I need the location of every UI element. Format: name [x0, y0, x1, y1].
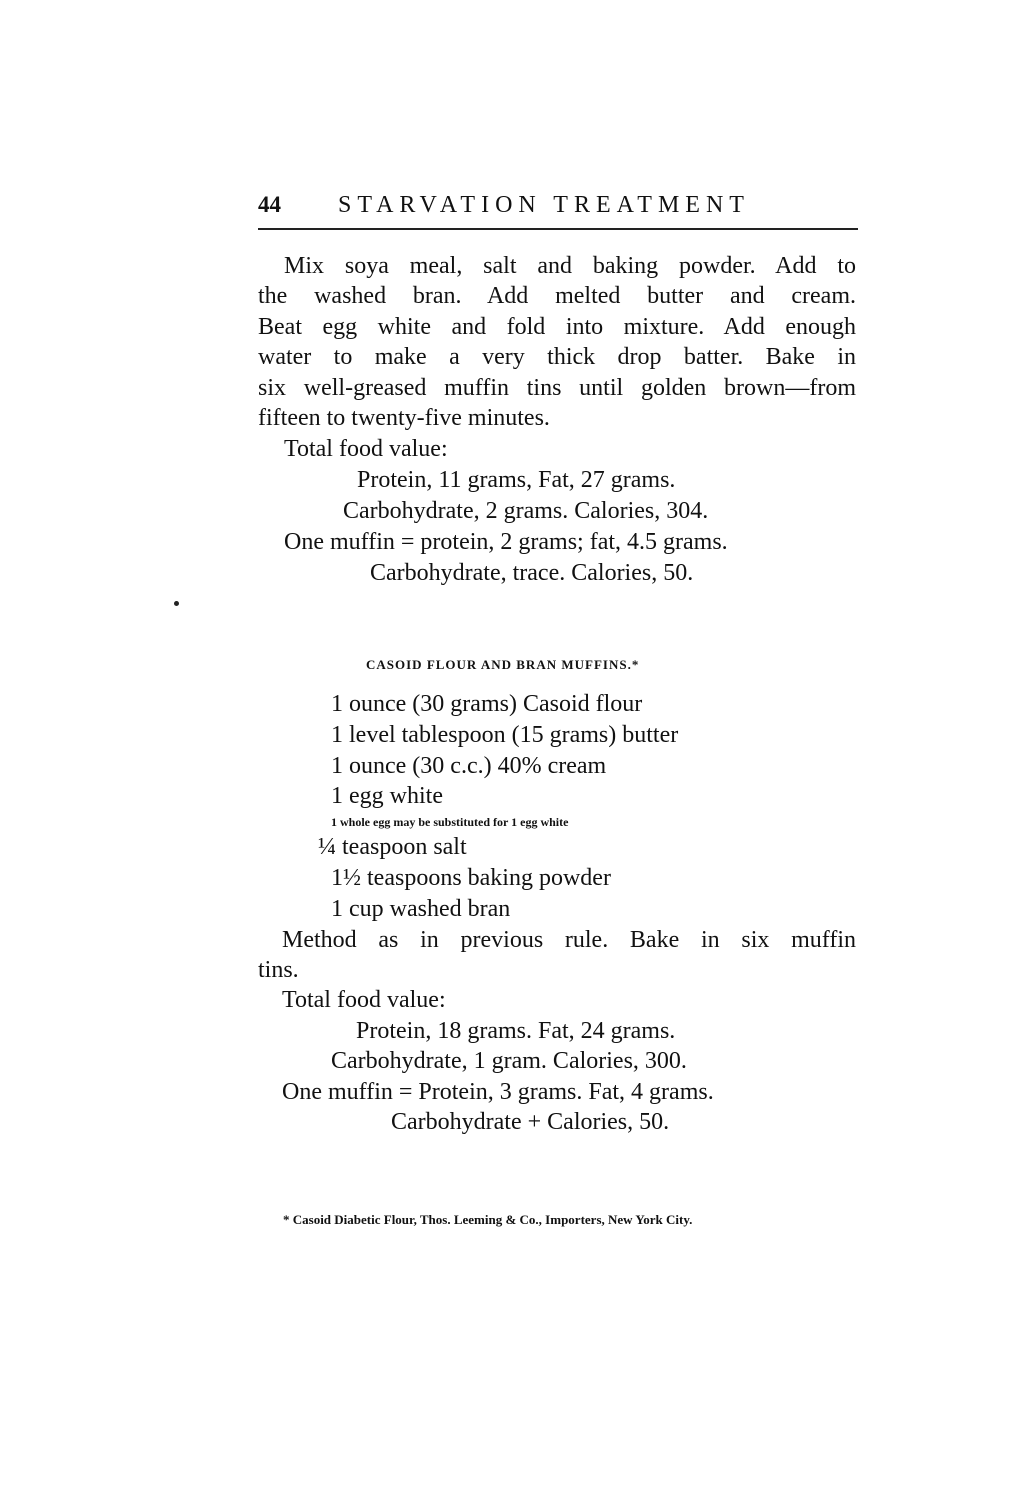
food2-line-1: Protein, 18 grams. Fat, 24 grams.: [356, 1018, 676, 1044]
food1-line-3: One muffin = protein, 2 grams; fat, 4.5 grams.: [284, 529, 728, 555]
method1-line-1: Mix soya meal, salt and baking powder. Add to: [284, 253, 856, 279]
method1-line-3: Beat egg white and fold into mixture. Add enough: [258, 314, 856, 340]
ingredient-1: 1 ounce (30 grams) Casoid flour: [331, 691, 643, 717]
method2-line-2: tins.: [258, 957, 299, 983]
scan-speck: [174, 601, 179, 606]
substitution-note: 1 whole egg may be substituted for 1 egg white: [331, 815, 569, 829]
ingredient-5: ¼ teaspoon salt: [318, 834, 467, 860]
food1-line-2: Carbohydrate, 2 grams. Calories, 304.: [343, 498, 709, 524]
method2-line-1: Method as in previous rule. Bake in six muffin: [282, 927, 856, 953]
food1-line-1: Protein, 11 grams, Fat, 27 grams.: [357, 467, 676, 493]
food1-line-4: Carbohydrate, trace. Calories, 50.: [370, 560, 694, 586]
running-title: STARVATION TREATMENT: [338, 192, 750, 218]
food2-line-3: One muffin = Protein, 3 grams. Fat, 4 grams.: [282, 1079, 714, 1105]
food2-line-2: Carbohydrate, 1 gram. Calories, 300.: [331, 1048, 687, 1074]
ingredient-4: 1 egg white: [331, 783, 443, 809]
page-header: [258, 192, 858, 230]
ingredient-3: 1 ounce (30 c.c.) 40% cream: [331, 753, 607, 779]
food1-label: Total food value:: [284, 436, 448, 462]
method1-line-6: fifteen to twenty-five minutes.: [258, 405, 550, 431]
method1-line-2: the washed bran. Add melted butter and cream.: [258, 283, 856, 309]
ingredient-6: 1½ teaspoons baking powder: [331, 865, 611, 891]
ingredient-2: 1 level tablespoon (15 grams) butter: [331, 722, 679, 748]
method1-line-4: water to make a very thick drop batter. Bake in: [258, 344, 856, 370]
food2-line-4: Carbohydrate + Calories, 50.: [391, 1109, 670, 1135]
method1-line-5: six well-greased muffin tins until golden brown—from: [258, 375, 856, 401]
page-number: 44: [258, 192, 281, 217]
recipe-title: CASOID FLOUR AND BRAN MUFFINS.*: [366, 657, 640, 672]
ingredient-7: 1 cup washed bran: [331, 896, 511, 922]
footnote: * Casoid Diabetic Flour, Thos. Leeming & Co., Importers, New York City.: [283, 1212, 693, 1227]
food2-label: Total food value:: [282, 987, 446, 1013]
